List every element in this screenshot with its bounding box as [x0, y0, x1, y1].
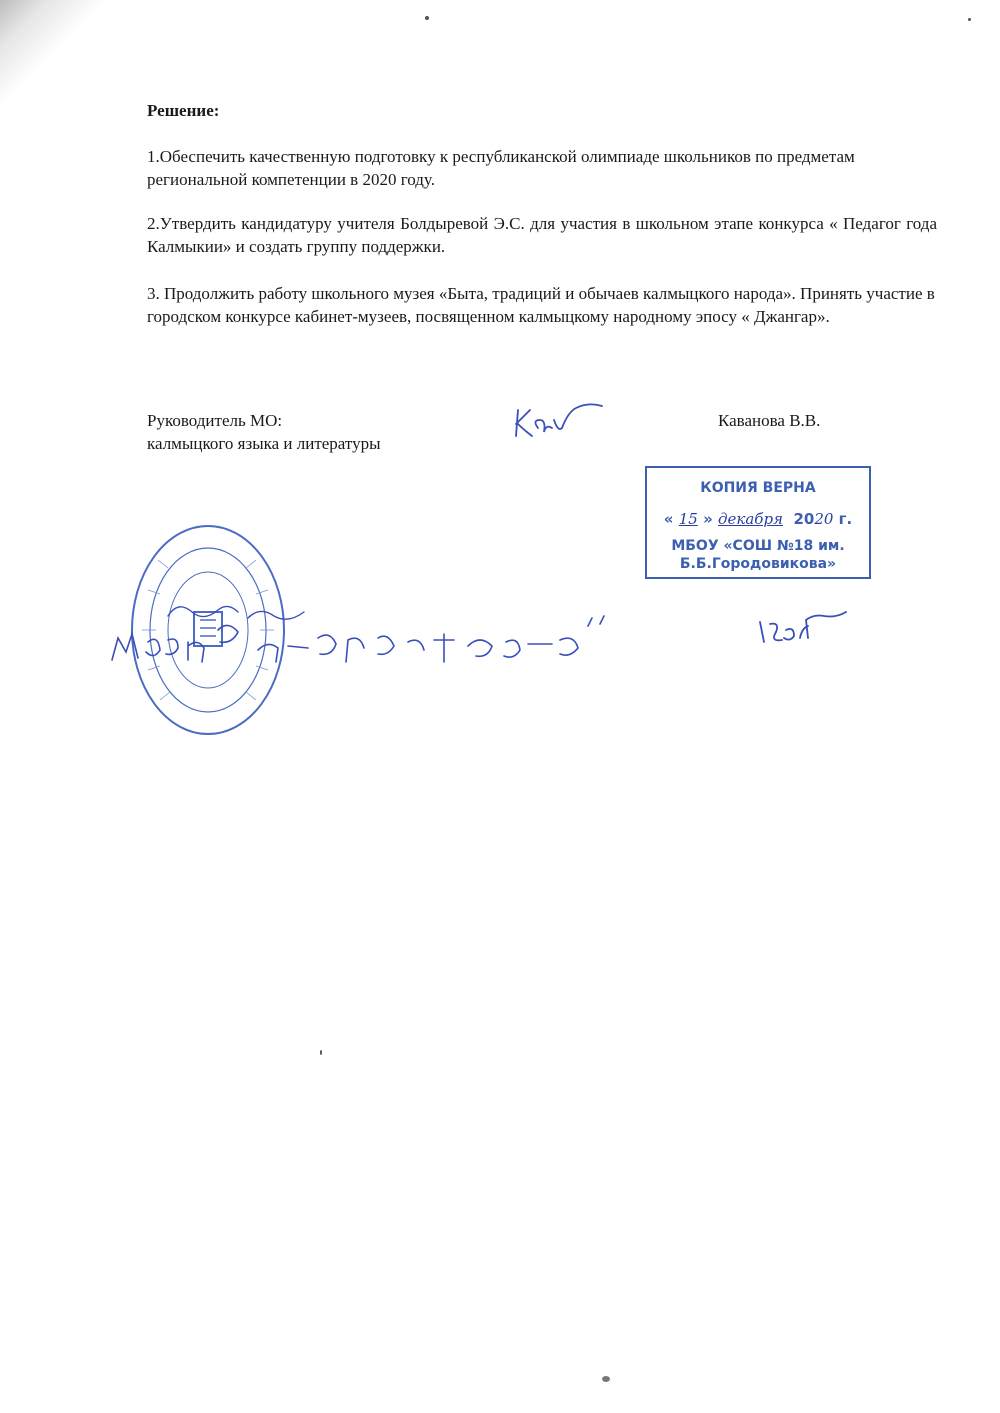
stamp-date-row — [647, 510, 869, 528]
stamp-year-prefix: 20 — [793, 510, 815, 528]
stamp-date-close-quote: » — [703, 510, 713, 528]
stamp-month: декабря — [718, 510, 783, 528]
stamp-org-line2: Б.Б.Городовикова» — [679, 556, 837, 572]
scan-speck — [425, 16, 429, 20]
scan-edge-shadow — [0, 0, 120, 150]
second-handwritten-signature — [750, 608, 850, 653]
scan-speck — [968, 18, 971, 21]
handwritten-signature — [510, 398, 610, 443]
scan-speck — [602, 1376, 610, 1382]
stamp-title: КОПИЯ ВЕРНА — [700, 480, 816, 496]
decision-item-2: 2.Утвердить кандидатуру учителя Болдыревой Э.С. для участия в школьном этапе конкурса « Педагог года Калмыкии» и создать группу поддержки. — [147, 214, 937, 256]
decision-heading: Решение: — [147, 101, 220, 120]
copy-verified-stamp — [645, 466, 871, 579]
decision-item-3: 3. Продолжить работу школьного музея «Быта, традиций и обычаев калмыцкого народа». Принять участие в городском конкурсе кабинет-музеев, посвященном калмыцкому народному эпосу « Джангар». — [147, 284, 935, 326]
scan-speck — [320, 1050, 322, 1055]
signatory-name: Каванова В.В. — [718, 411, 821, 430]
stamp-year-end: г. — [838, 510, 853, 528]
stamp-org-line1: МБОУ «СОШ №18 им. — [671, 538, 845, 554]
decision-item-1: 1.Обеспечить качественную подготовку к республиканской олимпиаде школьников по предметам региональной компетенции в 2020 году. — [147, 147, 855, 189]
stamp-date-open-quote: « — [663, 510, 674, 528]
handwritten-note — [108, 590, 618, 680]
stamp-day: 15 — [678, 510, 698, 528]
signatory-role-line1: Руководитель МО: — [147, 411, 283, 430]
signatory-role — [147, 409, 381, 455]
signatory-role-line2: калмыцкого языка и литературы — [147, 434, 381, 453]
stamp-year-suffix: 20 — [814, 510, 834, 528]
